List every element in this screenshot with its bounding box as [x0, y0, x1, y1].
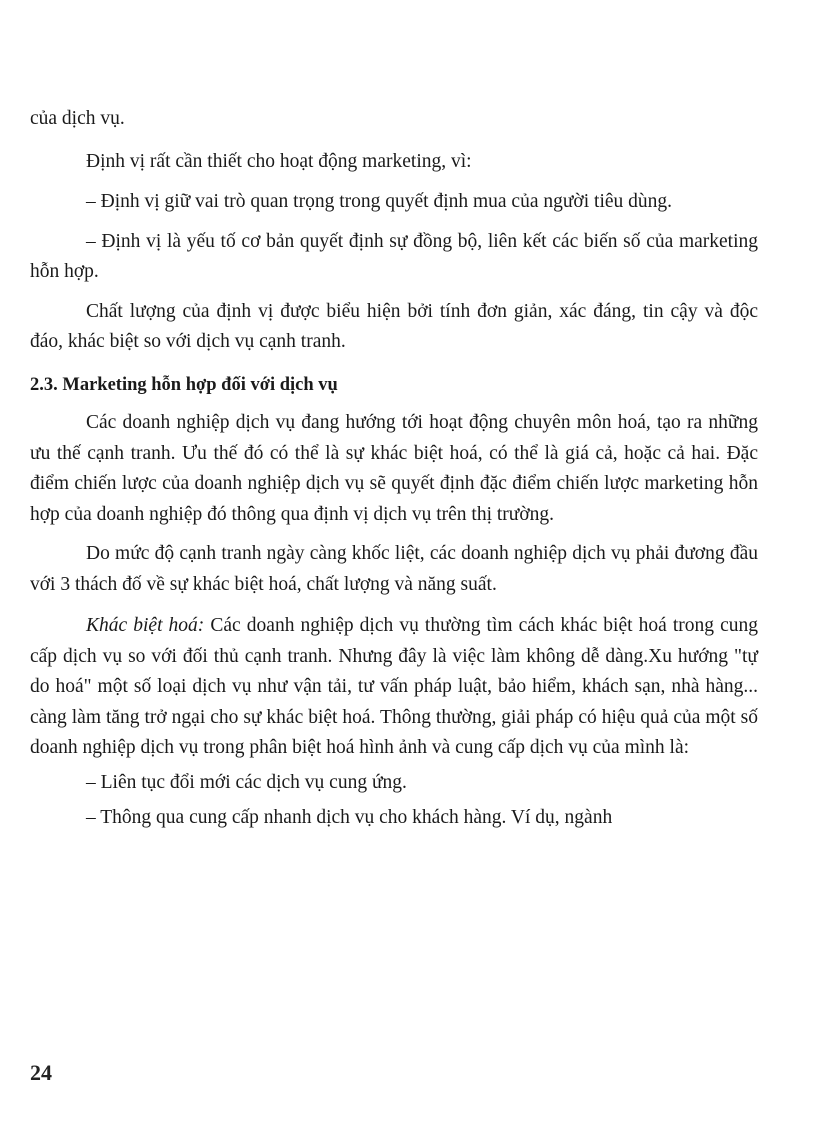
paragraph-bullet-1: – Định vị giữ vai trò quan trọng trong quyết định mua của người tiêu dùng.: [86, 191, 673, 212]
differentiation-text: Các doanh nghiệp dịch vụ thường tìm cách khác biệt hoá trong cung cấp dịch vụ so với đối thủ cạnh tranh. Nhưng đây là việc làm không dễ dàng.Xu hướng "tự do hoá" một số loại dịch vụ như vận tải, tư vấn pháp luật, bảo hiểm, khách sạn, nhà hàng... càng làm tăng trở ngại cho sự khác biệt hoá. Thông thường, giải pháp có hiệu quả của một số doanh nghiệp dịch vụ trong phân biệt hoá hình ảnh và cung cấp dịch vụ của mình là:: [30, 615, 758, 758]
body-text: [30, 104, 758, 834]
paragraph-strategy: Các doanh nghiệp dịch vụ đang hướng tới hoạt động chuyên môn hoá, tạo ra những ưu thế cạnh tranh. Ưu thế đó có thể là sự khác biệt hoá, có thể là giá cả, hoặc cả hai. Đặc điểm chiến lược của doanh nghiệp dịch vụ sẽ quyết định đặc điểm chiến lược marketing hỗn hợp của doanh nghiệp đó thông qua định vị dịch vụ trên thị trường.: [30, 412, 758, 525]
paragraph-quality: Chất lượng của định vị được biểu hiện bởi tính đơn giản, xác đáng, tin cậy và độc đáo, khác biệt so với dịch vụ cạnh tranh.: [30, 300, 758, 352]
differentiation-lead: Khác biệt hoá:: [86, 615, 205, 636]
paragraph-bullet-2: – Định vị là yếu tố cơ bản quyết định sự đồng bộ, liên kết các biến số của marketing hỗn hợp.: [30, 230, 758, 282]
section-heading: 2.3. Marketing hỗn hợp đối với dịch vụ: [30, 374, 338, 395]
paragraph-competition: Do mức độ cạnh tranh ngày càng khốc liệt, các doanh nghiệp dịch vụ phải đương đầu với 3 thách đố về sự khác biệt hoá, chất lượng và năng suất.: [30, 543, 758, 595]
paragraph-bullet-3: – Liên tục đổi mới các dịch vụ cung ứng.: [86, 771, 407, 793]
page-number: 24: [30, 1060, 52, 1085]
paragraph-continuation: của dịch vụ.: [30, 108, 125, 129]
paragraph-positioning-intro: Định vị rất cần thiết cho hoạt động marketing, vì:: [86, 150, 472, 172]
paragraph-differentiation: [30, 611, 758, 764]
paragraph-bullet-4: – Thông qua cung cấp nhanh dịch vụ cho khách hàng. Ví dụ, ngành: [86, 807, 613, 828]
